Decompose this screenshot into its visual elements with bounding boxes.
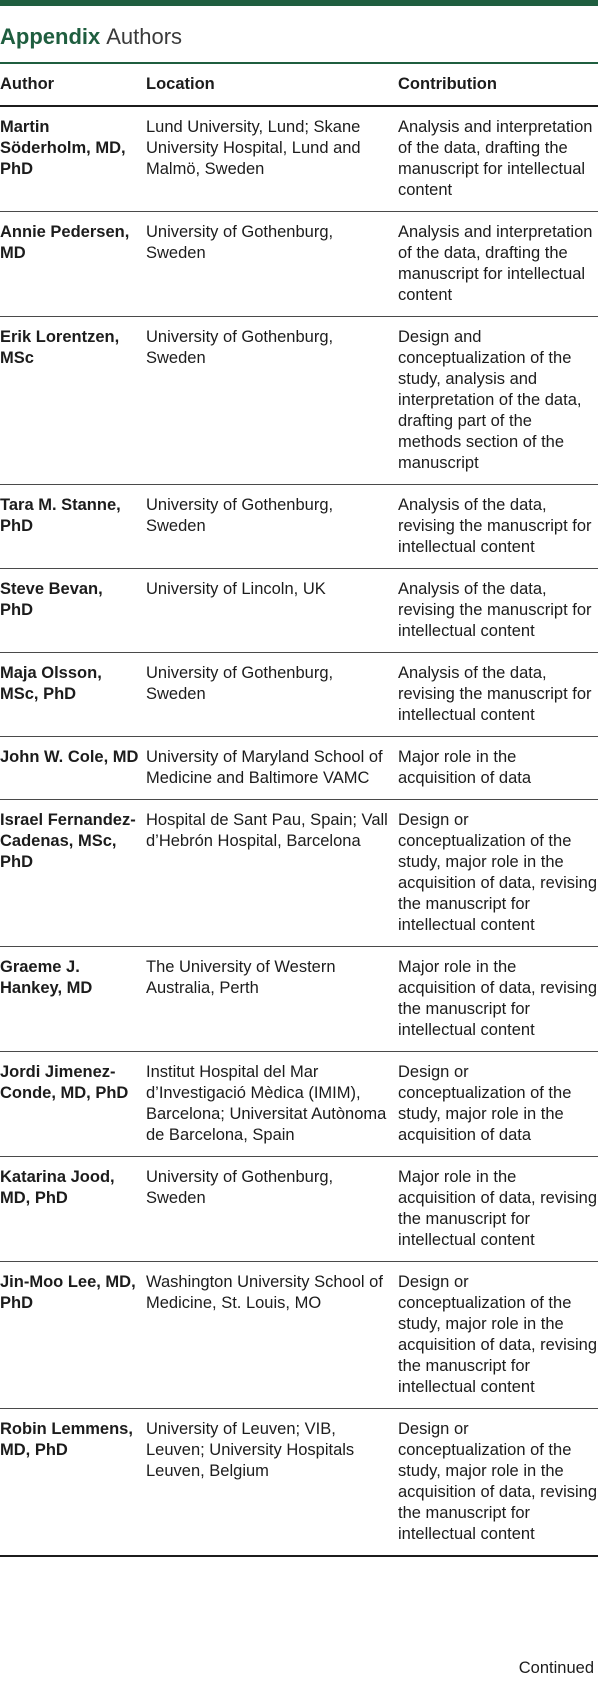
column-header-contribution: Contribution	[398, 64, 598, 106]
location-cell: Institut Hospital del Mar d’Investigació Mèdica (IMIM), Barcelona; Universitat Autònoma de Barcelona, Spain	[146, 1052, 398, 1157]
location-cell: University of Leuven; VIB, Leuven; University Hospitals Leuven, Belgium	[146, 1409, 398, 1557]
contribution-cell: Major role in the acquisition of data	[398, 737, 598, 800]
location-cell: University of Gothenburg, Sweden	[146, 1157, 398, 1262]
table-row	[0, 569, 598, 653]
table-header	[0, 64, 598, 106]
author-cell: Annie Pedersen, MD	[0, 212, 146, 317]
location-cell: University of Gothenburg, Sweden	[146, 485, 398, 569]
authors-table	[0, 64, 598, 1557]
location-cell: University of Gothenburg, Sweden	[146, 653, 398, 737]
author-cell: Martin Söderholm, MD, PhD	[0, 106, 146, 212]
table-row	[0, 212, 598, 317]
table-row	[0, 317, 598, 485]
author-cell: Maja Olsson, MSc, PhD	[0, 653, 146, 737]
location-cell: Hospital de Sant Pau, Spain; Vall d’Hebrón Hospital, Barcelona	[146, 800, 398, 947]
table-row	[0, 947, 598, 1052]
contribution-cell: Analysis and interpretation of the data, drafting the manuscript for intellectual content	[398, 212, 598, 317]
author-cell: Tara M. Stanne, PhD	[0, 485, 146, 569]
contribution-cell: Analysis and interpretation of the data, drafting the manuscript for intellectual content	[398, 106, 598, 212]
top-accent-bar	[0, 0, 598, 6]
author-cell: Steve Bevan, PhD	[0, 569, 146, 653]
contribution-cell: Major role in the acquisition of data, revising the manuscript for intellectual content	[398, 947, 598, 1052]
author-cell: Israel Fernandez-Cadenas, MSc, PhD	[0, 800, 146, 947]
title-appendix: Appendix	[0, 24, 101, 49]
title-authors: Authors	[106, 24, 183, 49]
table-row	[0, 485, 598, 569]
table-row	[0, 653, 598, 737]
table-row	[0, 800, 598, 947]
continued-label: Continued	[518, 1659, 594, 1677]
author-cell: John W. Cole, MD	[0, 737, 146, 800]
table-row	[0, 1157, 598, 1262]
contribution-cell: Analysis of the data, revising the manuscript for intellectual content	[398, 569, 598, 653]
contribution-cell: Analysis of the data, revising the manuscript for intellectual content	[398, 485, 598, 569]
contribution-cell: Design or conceptualization of the study, major role in the acquisition of data, revising the manuscript for intellectual content	[398, 1409, 598, 1557]
author-cell: Katarina Jood, MD, PhD	[0, 1157, 146, 1262]
contribution-cell: Major role in the acquisition of data, revising the manuscript for intellectual content	[398, 1157, 598, 1262]
author-cell: Jordi Jimenez-Conde, MD, PhD	[0, 1052, 146, 1157]
author-cell: Erik Lorentzen, MSc	[0, 317, 146, 485]
location-cell: Lund University, Lund; Skane University Hospital, Lund and Malmö, Sweden	[146, 106, 398, 212]
table-row	[0, 1409, 598, 1557]
contribution-cell: Design and conceptualization of the study, analysis and interpretation of the data, drafting part of the methods section of the manuscript	[398, 317, 598, 485]
location-cell: University of Lincoln, UK	[146, 569, 398, 653]
table-row	[0, 737, 598, 800]
location-cell: University of Gothenburg, Sweden	[146, 212, 398, 317]
contribution-cell: Design or conceptualization of the study, major role in the acquisition of data, revising the manuscript for intellectual content	[398, 800, 598, 947]
author-cell: Robin Lemmens, MD, PhD	[0, 1409, 146, 1557]
location-cell: University of Gothenburg, Sweden	[146, 317, 398, 485]
contribution-cell: Design or conceptualization of the study, major role in the acquisition of data, revising the manuscript for intellectual content	[398, 1262, 598, 1409]
author-cell: Jin-Moo Lee, MD, PhD	[0, 1262, 146, 1409]
location-cell: Washington University School of Medicine, St. Louis, MO	[146, 1262, 398, 1409]
table-row	[0, 1262, 598, 1409]
author-cell: Graeme J. Hankey, MD	[0, 947, 146, 1052]
table-row	[0, 1052, 598, 1157]
column-header-location: Location	[146, 64, 398, 106]
table-title	[0, 22, 182, 52]
contribution-cell: Analysis of the data, revising the manuscript for intellectual content	[398, 653, 598, 737]
column-header-author: Author	[0, 64, 146, 106]
table-body	[0, 106, 598, 1556]
location-cell: The University of Western Australia, Perth	[146, 947, 398, 1052]
contribution-cell: Design or conceptualization of the study, major role in the acquisition of data	[398, 1052, 598, 1157]
header-row	[0, 64, 598, 106]
location-cell: University of Maryland School of Medicine and Baltimore VAMC	[146, 737, 398, 800]
table-row	[0, 106, 598, 212]
